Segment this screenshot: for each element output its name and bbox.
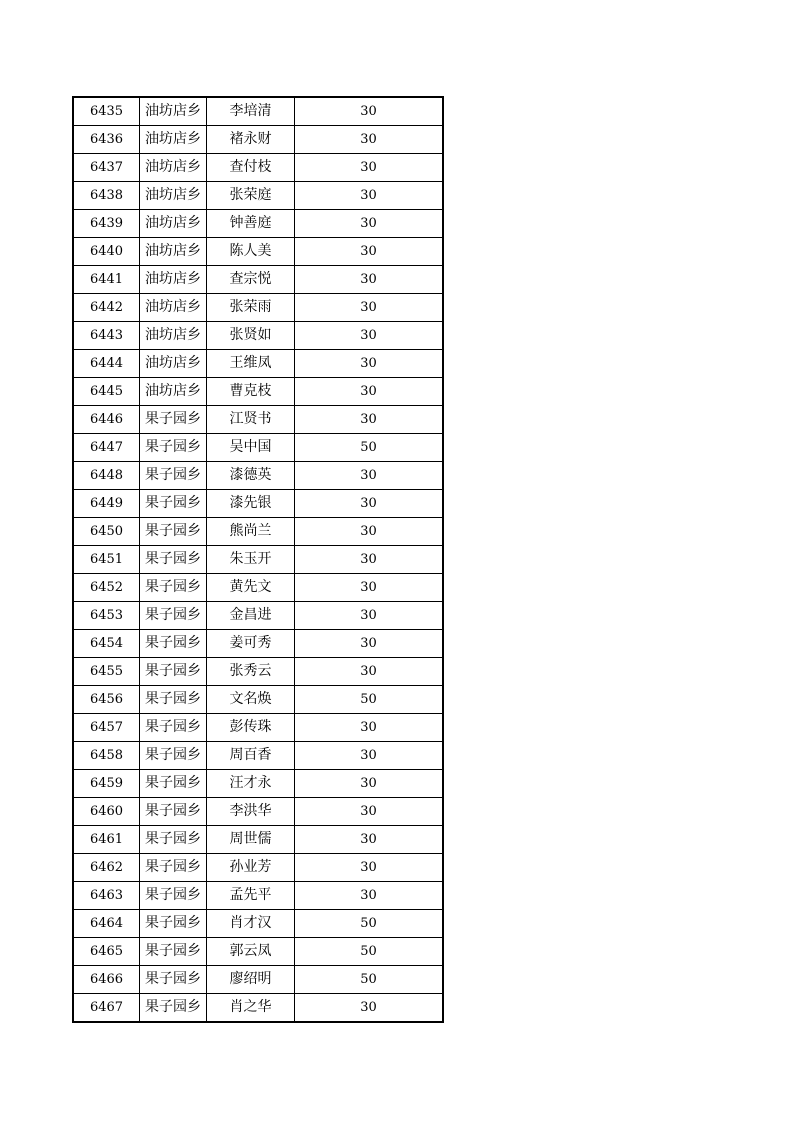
row-number-cell: 6461 — [73, 826, 140, 854]
amount-cell: 30 — [295, 826, 444, 854]
row-number-cell: 6451 — [73, 546, 140, 574]
table-row — [73, 322, 443, 350]
amount-cell: 50 — [295, 966, 444, 994]
person-name-cell: 周百香 — [207, 742, 295, 770]
person-name-cell: 曹克枝 — [207, 378, 295, 406]
person-name-cell: 张荣雨 — [207, 294, 295, 322]
amount-cell: 30 — [295, 546, 444, 574]
table-row — [73, 350, 443, 378]
amount-cell: 50 — [295, 686, 444, 714]
person-name-cell: 彭传珠 — [207, 714, 295, 742]
amount-cell: 30 — [295, 210, 444, 238]
table-row — [73, 406, 443, 434]
row-number-cell: 6436 — [73, 126, 140, 154]
table-row — [73, 854, 443, 882]
township-cell: 油坊店乡 — [140, 210, 207, 238]
row-number-cell: 6445 — [73, 378, 140, 406]
township-cell: 果子园乡 — [140, 882, 207, 910]
person-name-cell: 朱玉开 — [207, 546, 295, 574]
table-row — [73, 182, 443, 210]
township-cell: 果子园乡 — [140, 966, 207, 994]
township-cell: 果子园乡 — [140, 574, 207, 602]
row-number-cell: 6467 — [73, 994, 140, 1023]
person-name-cell: 李培清 — [207, 97, 295, 126]
person-name-cell: 钟善庭 — [207, 210, 295, 238]
table-row — [73, 574, 443, 602]
row-number-cell: 6446 — [73, 406, 140, 434]
township-cell: 果子园乡 — [140, 518, 207, 546]
table-row — [73, 798, 443, 826]
row-number-cell: 6455 — [73, 658, 140, 686]
person-name-cell: 肖才汉 — [207, 910, 295, 938]
township-cell: 果子园乡 — [140, 546, 207, 574]
township-cell: 油坊店乡 — [140, 238, 207, 266]
township-cell: 果子园乡 — [140, 714, 207, 742]
person-name-cell: 孙业芳 — [207, 854, 295, 882]
row-number-cell: 6449 — [73, 490, 140, 518]
table-row — [73, 910, 443, 938]
table-row — [73, 126, 443, 154]
table-row — [73, 714, 443, 742]
township-cell: 油坊店乡 — [140, 350, 207, 378]
amount-cell: 30 — [295, 770, 444, 798]
township-cell: 油坊店乡 — [140, 154, 207, 182]
person-name-cell: 孟先平 — [207, 882, 295, 910]
row-number-cell: 6466 — [73, 966, 140, 994]
amount-cell: 30 — [295, 238, 444, 266]
amount-cell: 30 — [295, 574, 444, 602]
person-name-cell: 文名焕 — [207, 686, 295, 714]
amount-cell: 30 — [295, 266, 444, 294]
person-name-cell: 汪才永 — [207, 770, 295, 798]
amount-cell: 30 — [295, 854, 444, 882]
table-row — [73, 210, 443, 238]
row-number-cell: 6439 — [73, 210, 140, 238]
row-number-cell: 6438 — [73, 182, 140, 210]
amount-cell: 30 — [295, 406, 444, 434]
row-number-cell: 6454 — [73, 630, 140, 658]
row-number-cell: 6443 — [73, 322, 140, 350]
row-number-cell: 6457 — [73, 714, 140, 742]
amount-cell: 30 — [295, 97, 444, 126]
township-cell: 果子园乡 — [140, 686, 207, 714]
person-name-cell: 廖绍明 — [207, 966, 295, 994]
table-row — [73, 518, 443, 546]
person-name-cell: 褚永财 — [207, 126, 295, 154]
township-cell: 果子园乡 — [140, 602, 207, 630]
person-name-cell: 郭云凤 — [207, 938, 295, 966]
township-cell: 油坊店乡 — [140, 294, 207, 322]
person-name-cell: 查宗悦 — [207, 266, 295, 294]
township-cell: 果子园乡 — [140, 630, 207, 658]
row-number-cell: 6453 — [73, 602, 140, 630]
table-row — [73, 938, 443, 966]
amount-cell: 30 — [295, 798, 444, 826]
amount-cell: 30 — [295, 602, 444, 630]
amount-cell: 30 — [295, 994, 444, 1023]
row-number-cell: 6437 — [73, 154, 140, 182]
amount-cell: 30 — [295, 490, 444, 518]
township-cell: 果子园乡 — [140, 938, 207, 966]
amount-cell: 30 — [295, 378, 444, 406]
table-row — [73, 742, 443, 770]
table-row — [73, 490, 443, 518]
person-name-cell: 吴中国 — [207, 434, 295, 462]
table-row — [73, 378, 443, 406]
table-row — [73, 294, 443, 322]
township-cell: 油坊店乡 — [140, 126, 207, 154]
amount-cell: 30 — [295, 742, 444, 770]
row-number-cell: 6464 — [73, 910, 140, 938]
amount-cell: 30 — [295, 630, 444, 658]
township-cell: 油坊店乡 — [140, 322, 207, 350]
person-name-cell: 张荣庭 — [207, 182, 295, 210]
person-name-cell: 周世儒 — [207, 826, 295, 854]
row-number-cell: 6444 — [73, 350, 140, 378]
township-cell: 油坊店乡 — [140, 97, 207, 126]
township-cell: 果子园乡 — [140, 658, 207, 686]
township-cell: 果子园乡 — [140, 826, 207, 854]
row-number-cell: 6459 — [73, 770, 140, 798]
amount-cell: 30 — [295, 714, 444, 742]
table-row — [73, 966, 443, 994]
row-number-cell: 6448 — [73, 462, 140, 490]
table-row — [73, 770, 443, 798]
table-row — [73, 882, 443, 910]
amount-cell: 30 — [295, 462, 444, 490]
amount-cell: 30 — [295, 658, 444, 686]
person-name-cell: 熊尚兰 — [207, 518, 295, 546]
township-cell: 油坊店乡 — [140, 182, 207, 210]
row-number-cell: 6447 — [73, 434, 140, 462]
person-name-cell: 江贤书 — [207, 406, 295, 434]
person-name-cell: 李洪华 — [207, 798, 295, 826]
amount-cell: 30 — [295, 182, 444, 210]
table-row — [73, 602, 443, 630]
row-number-cell: 6462 — [73, 854, 140, 882]
table-row — [73, 826, 443, 854]
township-cell: 果子园乡 — [140, 462, 207, 490]
township-cell: 油坊店乡 — [140, 378, 207, 406]
table-row — [73, 266, 443, 294]
township-cell: 果子园乡 — [140, 770, 207, 798]
township-cell: 油坊店乡 — [140, 266, 207, 294]
person-name-cell: 陈人美 — [207, 238, 295, 266]
table-row — [73, 630, 443, 658]
row-number-cell: 6465 — [73, 938, 140, 966]
person-name-cell: 张贤如 — [207, 322, 295, 350]
person-name-cell: 查付枝 — [207, 154, 295, 182]
table-row — [73, 686, 443, 714]
person-name-cell: 金昌进 — [207, 602, 295, 630]
row-number-cell: 6450 — [73, 518, 140, 546]
township-cell: 果子园乡 — [140, 854, 207, 882]
row-number-cell: 6452 — [73, 574, 140, 602]
row-number-cell: 6460 — [73, 798, 140, 826]
township-cell: 果子园乡 — [140, 490, 207, 518]
amount-cell: 50 — [295, 938, 444, 966]
table-row — [73, 462, 443, 490]
amount-cell: 30 — [295, 126, 444, 154]
amount-cell: 30 — [295, 350, 444, 378]
row-number-cell: 6456 — [73, 686, 140, 714]
table-row — [73, 154, 443, 182]
row-number-cell: 6440 — [73, 238, 140, 266]
person-name-cell: 王维凤 — [207, 350, 295, 378]
table-row — [73, 97, 443, 126]
township-cell: 果子园乡 — [140, 798, 207, 826]
row-number-cell: 6442 — [73, 294, 140, 322]
amount-cell: 30 — [295, 294, 444, 322]
person-name-cell: 漆先银 — [207, 490, 295, 518]
row-number-cell: 6435 — [73, 97, 140, 126]
table-row — [73, 994, 443, 1023]
township-cell: 果子园乡 — [140, 406, 207, 434]
amount-cell: 30 — [295, 882, 444, 910]
township-cell: 果子园乡 — [140, 742, 207, 770]
person-name-cell: 张秀云 — [207, 658, 295, 686]
row-number-cell: 6458 — [73, 742, 140, 770]
person-name-cell: 漆德英 — [207, 462, 295, 490]
amount-cell: 30 — [295, 518, 444, 546]
township-cell: 果子园乡 — [140, 910, 207, 938]
table-row — [73, 434, 443, 462]
person-name-cell: 黄先文 — [207, 574, 295, 602]
person-name-cell: 姜可秀 — [207, 630, 295, 658]
amount-cell: 30 — [295, 322, 444, 350]
row-number-cell: 6463 — [73, 882, 140, 910]
township-cell: 果子园乡 — [140, 994, 207, 1023]
table-row — [73, 546, 443, 574]
township-cell: 果子园乡 — [140, 434, 207, 462]
amount-cell: 50 — [295, 434, 444, 462]
amount-cell: 50 — [295, 910, 444, 938]
table-row — [73, 238, 443, 266]
data-table — [72, 96, 444, 1023]
row-number-cell: 6441 — [73, 266, 140, 294]
amount-cell: 30 — [295, 154, 444, 182]
table-row — [73, 658, 443, 686]
person-name-cell: 肖之华 — [207, 994, 295, 1023]
table-body — [73, 97, 443, 1022]
